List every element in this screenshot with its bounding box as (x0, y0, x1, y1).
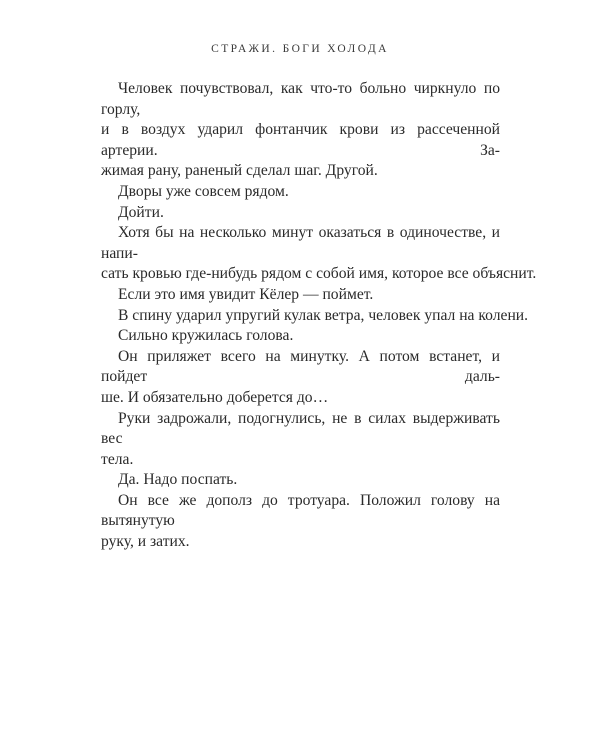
paragraph (101, 285, 500, 306)
running-head: СТРАЖИ. БОГИ ХОЛОДА (211, 43, 389, 55)
paragraph (101, 223, 537, 285)
paragraph (101, 306, 529, 327)
paragraph (101, 470, 500, 491)
paragraph (101, 326, 500, 347)
text-line: Да. Надо поспать. (118, 471, 238, 489)
text-line: Руки задрожали, подогнулись, не в силах выдерживать вес (101, 409, 500, 448)
text-line: жимая рану, раненый сделал шаг. Другой. (101, 162, 378, 180)
text-line: руку, и затих. (101, 533, 190, 551)
text-line: Дворы уже совсем рядом. (118, 182, 289, 200)
text-line: Сильно кружилась голова. (118, 327, 294, 345)
text-line: Если это имя увидит Кёлер — поймет. (118, 285, 374, 303)
text-line: Он приляжет всего на минутку. А потом встанет, и пойдет даль- (101, 347, 500, 386)
text-line: сать кровью где-нибудь рядом с собой имя, которое все объяснит. (101, 265, 537, 283)
paragraph (101, 182, 500, 203)
paragraph (101, 409, 500, 471)
text-line: ше. И обязательно доберется до… (101, 388, 329, 406)
text-line: и в воздух ударил фонтанчик крови из рассеченной артерии. За- (101, 121, 500, 159)
text-line: тела. (101, 450, 134, 468)
paragraph (101, 347, 500, 409)
body-text (101, 79, 537, 553)
text-line: Человек почувствовал, как что-то больно чиркнуло по горлу, (101, 80, 500, 118)
text-line: Дойти. (118, 203, 164, 221)
paragraph (101, 203, 500, 224)
paragraph (101, 491, 500, 553)
text-line: Он все же дополз до тротуара. Положил голову на вытянутую (101, 491, 500, 530)
paragraph (101, 79, 500, 182)
text-line: Хотя бы на несколько минут оказаться в одиночестве, и напи- (101, 224, 500, 262)
text-line: В спину ударил упругий кулак ветра, человек упал на колени. (118, 306, 529, 324)
